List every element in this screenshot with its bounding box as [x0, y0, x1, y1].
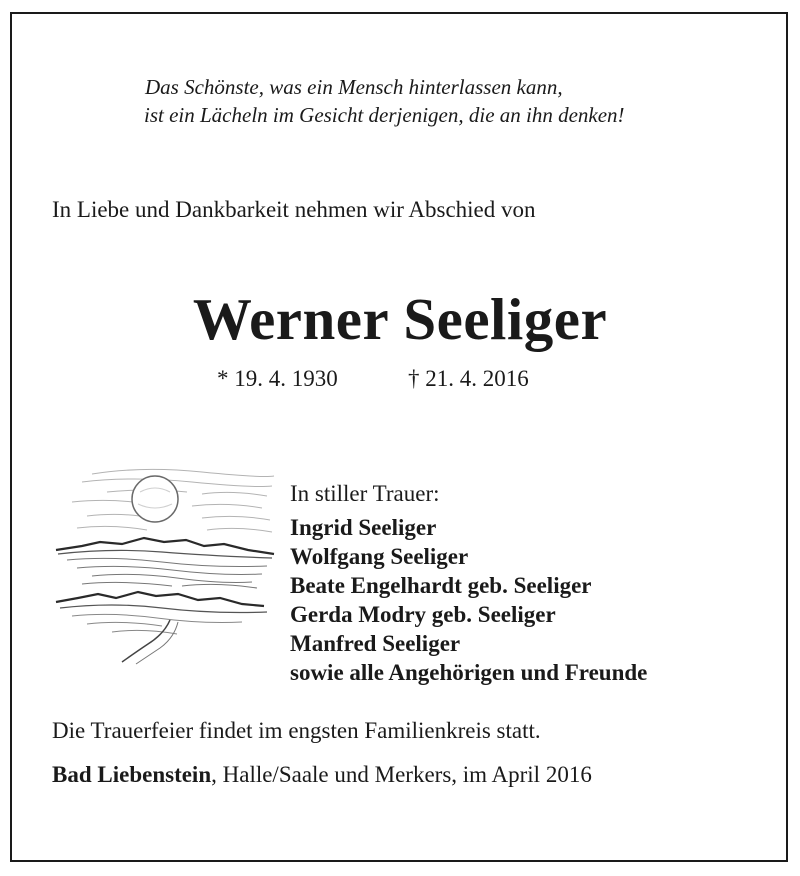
mourner-name: sowie alle Angehörigen und Freunde — [290, 660, 648, 685]
mourner-name: Manfred Seeliger — [290, 631, 461, 656]
deceased-name: Werner Seeliger — [192, 286, 608, 352]
mourner-name: Ingrid Seeliger — [290, 515, 437, 540]
birth-date: * 19. 4. 1930 — [217, 366, 338, 391]
intro-text: In Liebe und Dankbarkeit nehmen wir Abschied von — [52, 197, 536, 222]
service-note: Die Trauerfeier findet im engsten Familienkreis statt. — [52, 718, 541, 743]
place-bold: Bad Liebenstein — [52, 762, 212, 787]
mourners-list — [290, 513, 647, 687]
death-date: † 21. 4. 2016 — [408, 366, 529, 391]
mourner-name: Wolfgang Seeliger — [290, 544, 469, 569]
place-and-date — [52, 760, 592, 790]
moon-landscape-sketch-icon — [52, 462, 277, 667]
quote-line-1: Das Schönste, was ein Mensch hinterlassen kann, — [145, 75, 563, 99]
mourner-name: Gerda Modry geb. Seeliger — [290, 602, 556, 627]
place-rest: , Halle/Saale und Merkers, im April 2016 — [211, 762, 592, 787]
quote-line-2: ist ein Lächeln im Gesicht derjenigen, die an ihn denken! — [144, 103, 625, 127]
memorial-quote — [145, 73, 625, 129]
mourning-label: In stiller Trauer: — [290, 481, 440, 506]
mourner-name: Beate Engelhardt geb. Seeliger — [290, 573, 592, 598]
